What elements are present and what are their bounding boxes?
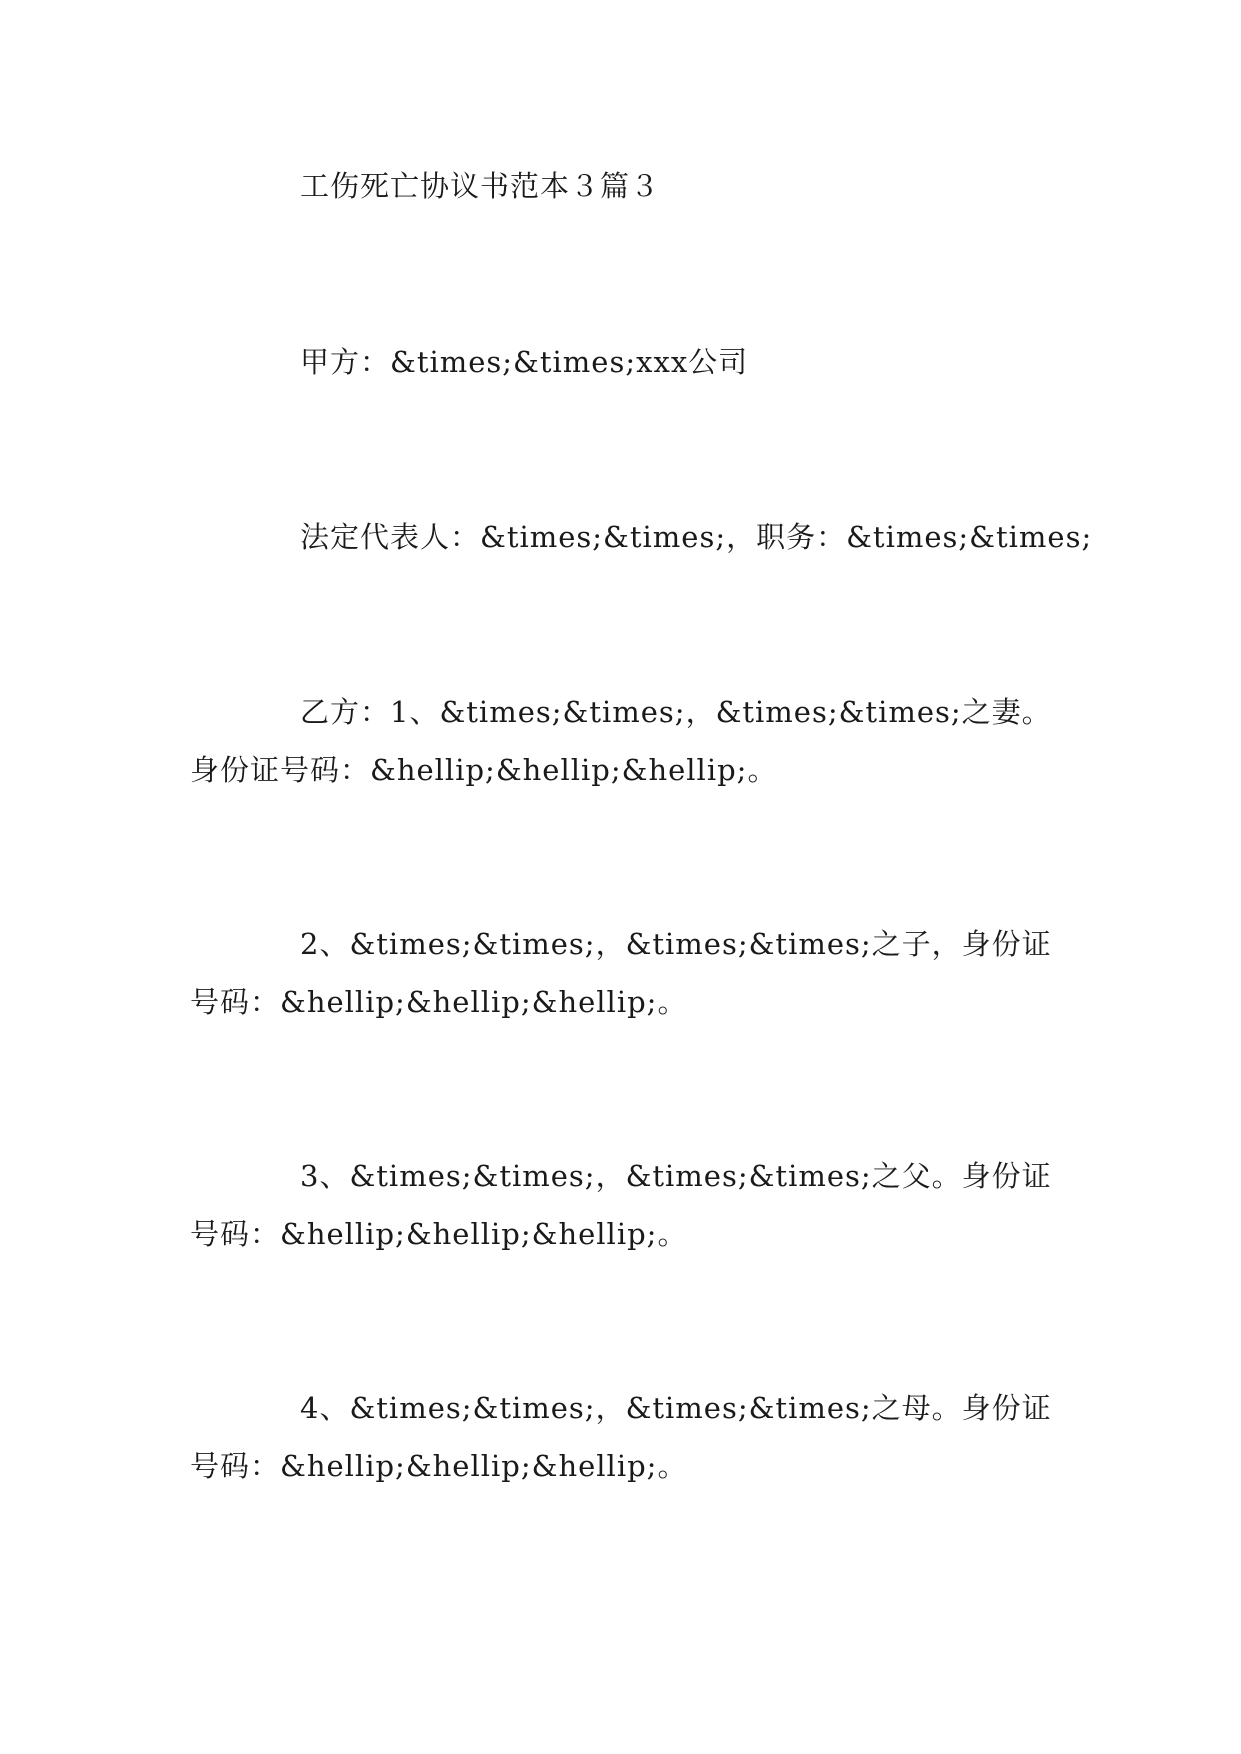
- party-b-item4-line1: 4、&times;&times;，&times;&times;之母。身份证: [300, 1391, 1052, 1425]
- party-b-item1-line2: 身份证号码：&hellip;&hellip;&hellip;。: [190, 753, 778, 787]
- party-a-line: 甲方：&times;&times;xxx公司: [300, 345, 749, 379]
- legal-representative-line: 法定代表人：&times;&times;，职务：&times;&times;: [300, 520, 1093, 554]
- party-b-item2-line2: 号码：&hellip;&hellip;&hellip;。: [190, 985, 688, 1019]
- document-title: 工伤死亡协议书范本３篇３: [300, 169, 661, 203]
- party-b-item2-line1: 2、&times;&times;，&times;&times;之子，身份证: [300, 927, 1052, 961]
- party-b-item4-line2: 号码：&hellip;&hellip;&hellip;。: [190, 1449, 688, 1483]
- party-b-item1-line1: 乙方：1、&times;&times;，&times;&times;之妻。: [300, 695, 1052, 729]
- party-b-item3-line1: 3、&times;&times;，&times;&times;之父。身份证: [300, 1159, 1052, 1193]
- party-b-item3-line2: 号码：&hellip;&hellip;&hellip;。: [190, 1217, 688, 1251]
